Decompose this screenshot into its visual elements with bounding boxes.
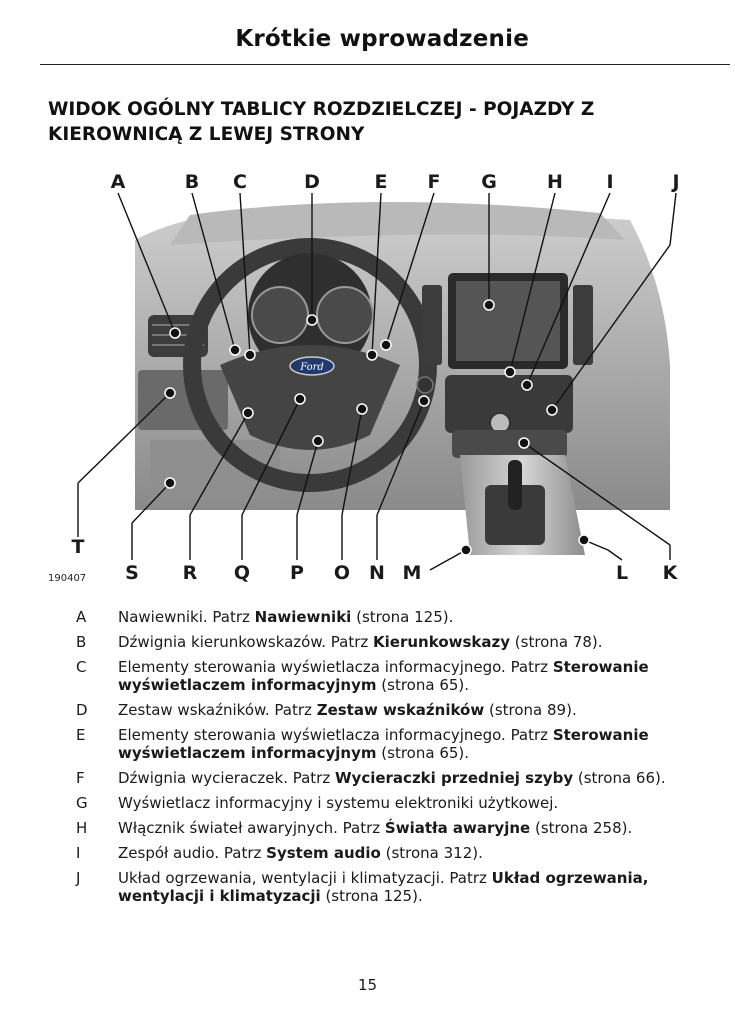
callout-letter-n: N [369, 562, 385, 584]
start-button [417, 377, 433, 393]
legend-letter: A [76, 608, 87, 626]
legend-text: Elementy sterowania wyświetlacza informacyjnego. Patrz Sterowanie wyświetlaczem informacyjnym (strona 65). [118, 658, 649, 694]
callout-letter-k: K [662, 562, 678, 584]
legend-text: Zespół audio. Patrz System audio (strona 312). [118, 844, 483, 862]
ford-badge-text: Ford [300, 362, 324, 373]
legend-letter: J [76, 869, 81, 887]
legend-list [62, 608, 682, 912]
legend-letter: D [76, 701, 88, 719]
callout-letter-f: F [427, 171, 441, 193]
legend-letter: H [76, 819, 88, 837]
callout-letter-h: H [547, 171, 563, 193]
legend-letter: E [76, 726, 86, 744]
center-vent-left [422, 285, 442, 365]
legend-item [62, 869, 682, 905]
legend-item [62, 794, 682, 812]
callout-letter-p: P [290, 562, 304, 584]
legend-item [62, 726, 682, 762]
callout-letter-s: S [125, 562, 139, 584]
section-title: WIDOK OGÓLNY TABLICY ROZDZIELCZEJ - POJAZDY Z KIEROWNICĄ Z LEWEJ STRONY [48, 99, 595, 145]
legend-item [62, 608, 682, 626]
callout-letter-q: Q [233, 562, 251, 584]
callout-letter-i: I [606, 171, 614, 193]
legend-letter: C [76, 658, 87, 676]
legend-text: Układ ogrzewania, wentylacji i klimatyzacji. Patrz Układ ogrzewania, wentylacji i klimatyzacji (strona 125). [118, 869, 649, 905]
callout-letter-t: T [71, 536, 85, 558]
figure-id: 190407 [48, 573, 87, 584]
callout-letter-g: G [481, 171, 497, 193]
legend-letter: G [76, 794, 88, 812]
header-rule [40, 64, 730, 65]
legend-text: Dźwignia kierunkowskazów. Patrz Kierunkowskazy (strona 78). [118, 633, 603, 651]
legend-item [62, 701, 682, 719]
legend-text: Nawiewniki. Patrz Nawiewniki (strona 125). [118, 608, 454, 626]
legend-item [62, 633, 682, 651]
legend-text: Dźwignia wycieraczek. Patrz Wycieraczki przedniej szyby (strona 66). [118, 769, 666, 787]
center-vent-right [573, 285, 593, 365]
callout-letter-m: M [402, 562, 422, 584]
callout-letter-a: A [110, 171, 126, 193]
legend-item [62, 819, 682, 837]
gauge-right [317, 287, 373, 343]
callout-letter-r: R [182, 562, 198, 584]
page-header-title: Krótkie wprowadzenie [235, 26, 529, 52]
climate-panel [452, 430, 567, 458]
gear-lever [508, 460, 522, 510]
info-screen [456, 281, 560, 361]
legend-text: Zestaw wskaźników. Patrz Zestaw wskaźników (strona 89). [118, 701, 577, 719]
legend-item [62, 844, 682, 862]
legend-item [62, 769, 682, 787]
legend-text: Elementy sterowania wyświetlacza informacyjnego. Patrz Sterowanie wyświetlaczem informacyjnym (strona 65). [118, 726, 649, 762]
legend-letter: F [76, 769, 85, 787]
dashboard-figure [40, 165, 720, 585]
legend-text: Wyświetlacz informacyjny i systemu elektroniki użytkowej. [118, 794, 559, 812]
callout-letter-c: C [233, 171, 247, 193]
legend-letter: B [76, 633, 87, 651]
dashboard-illustration [40, 165, 720, 585]
callout-letter-b: B [184, 171, 200, 193]
legend-text: Włącznik świateł awaryjnych. Patrz Światła awaryjne (strona 258). [118, 819, 633, 837]
callout-letter-j: J [672, 171, 680, 193]
callout-letter-d: D [304, 171, 320, 193]
legend-item [62, 658, 682, 694]
gauge-left [252, 287, 308, 343]
callout-letter-o: O [333, 562, 351, 584]
legend-letter: I [76, 844, 81, 862]
page-number: 15 [357, 976, 378, 994]
callout-letter-e: E [374, 171, 388, 193]
callout-letter-l: L [615, 562, 629, 584]
